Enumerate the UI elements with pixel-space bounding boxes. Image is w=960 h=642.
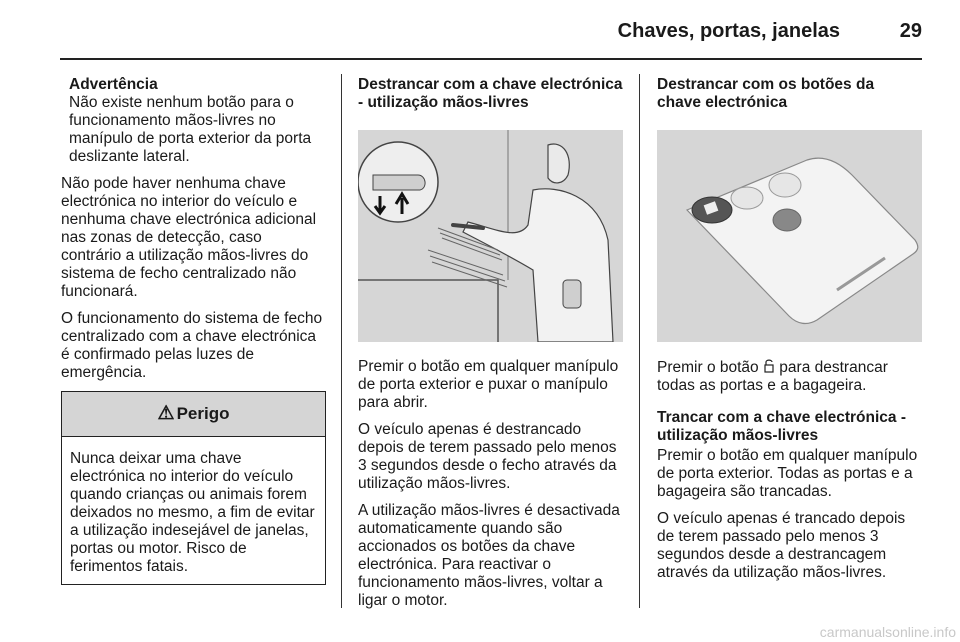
column-divider: [639, 74, 640, 608]
column-left: [61, 76, 326, 585]
handsfree-unlock-illustration: [358, 130, 623, 342]
section-heading: Destrancar com a chave electrónica - utilização mãos-livres: [358, 76, 623, 111]
paragraph: A utilização mãos-livres é desactivada automaticamente quando são accionados os botões da chave electrónica. Para reactivar o funcionamento mãos-livres, voltar a ligar o motor.: [358, 502, 620, 609]
warning-title: Advertência: [69, 76, 158, 93]
watermark: carmanualsonline.info: [819, 624, 956, 640]
paragraph: Premir o botão em qualquer manípulo de porta exterior e puxar o manípulo para abrir.: [358, 358, 619, 411]
danger-box: [61, 391, 326, 585]
section-title: Chaves, portas, janelas: [617, 20, 840, 42]
header-divider: [60, 58, 922, 60]
warning-note: [61, 76, 326, 166]
section-heading: Destrancar com os botões da chave electrónica: [657, 76, 875, 111]
paragraph: O veículo apenas é destrancado depois de terem passado pelo menos 3 segundos desde o fecho através da utilização mãos-livres.: [358, 421, 617, 492]
paragraph: [657, 358, 922, 395]
paragraph: Premir o botão em qualquer manípulo de porta exterior. Todas as portas e a bagageira são trancadas.: [657, 447, 918, 500]
paragraph: O funcionamento do sistema de fecho centralizado com a chave electrónica é confirmado pelas luzes de emergência.: [61, 310, 323, 381]
page-number: 29: [899, 20, 922, 42]
paragraph-text: Premir o botão: [657, 359, 759, 376]
column-right: [657, 76, 922, 591]
danger-header: [62, 392, 325, 437]
danger-text: Nunca deixar uma chave electrónica no interior do veículo quando crianças ou animais forem deixados no mesmo, a fim de evitar a utilização indesejável de janelas, portas ou motor. Risco de ferimentos fatais.: [70, 450, 315, 575]
paragraph: Não pode haver nenhuma chave electrónica no interior do veículo e nenhuma chave electrónica adicional nas zonas de detecção, caso contrário a utilização mãos-livres do sistema de fecho centralizado não funcionará.: [61, 175, 317, 300]
unlock-icon: [763, 358, 775, 374]
danger-title: Perigo: [176, 404, 230, 423]
paragraph: O veículo apenas é trancado depois de terem passado pelo menos 3 segundos desde a destrancagem através da utilização mãos-livres.: [657, 510, 906, 581]
section-heading: Trancar com a chave electrónica - utilização mãos-livres: [657, 409, 906, 444]
electronic-key-illustration: [657, 130, 922, 342]
column-divider: [341, 74, 342, 608]
warning-text: Não existe nenhum botão para o funcionamento mãos-livres no manípulo de porta exterior da porta deslizante lateral.: [69, 94, 312, 165]
paragraph-text: para destrancar todas as portas e a bagageira.: [657, 359, 888, 394]
column-middle: [358, 76, 623, 619]
warning-triangle-icon: ⚠: [157, 403, 175, 424]
